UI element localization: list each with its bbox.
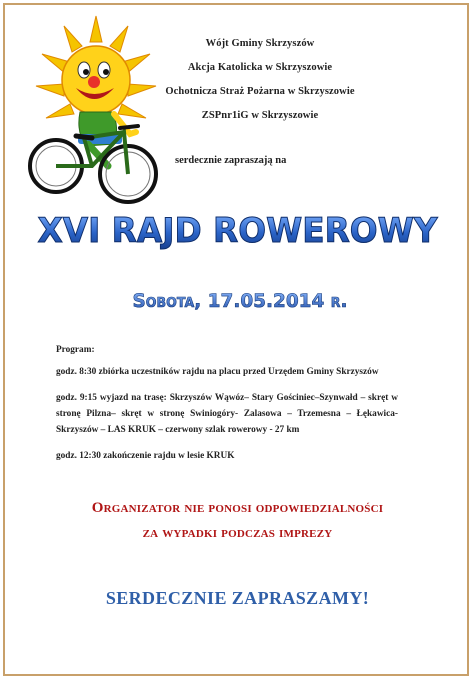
- disclaimer-line: Organizator nie ponosi odpowiedzialności: [91, 500, 384, 516]
- program-item: godz. 8:30 zbiórka uczestników rajdu na placu przed Urzędem Gminy Skrzyszów: [56, 367, 379, 377]
- disclaimer-line: za wypadki podczas imprezy: [142, 525, 333, 541]
- event-title-text: XVI RAJD ROWEROWY: [37, 211, 438, 251]
- event-date: [0, 284, 475, 316]
- program-item: godz. 12:30 zakończenie rajdu w lesie KRUK: [56, 451, 235, 461]
- program-heading: Program:: [56, 345, 95, 355]
- organizer-line: Akcja Katolicka w Skrzyszowie: [187, 62, 333, 73]
- organizer-line: ZSPnr1iG w Skrzyszowie: [201, 110, 319, 121]
- invitation-text: serdecznie zapraszają na: [175, 155, 287, 166]
- organizer-line: Wójt Gminy Skrzyszów: [205, 38, 315, 49]
- organizer-line: Ochotnicza Straż Pożarna w Skrzyszowie: [165, 86, 355, 97]
- sun-bicycle-illustration: [28, 14, 164, 214]
- event-title: [0, 205, 475, 255]
- program-item: godz. 9:15 wyjazd na trasę: Skrzyszów Wąwóz– Stary Gościniec–Szynwałd – skręt w stronę Pilzna– skręt w stronę Swiniogóry- Zalasowa – Trzemesna – Łękawica-Skrzyszów – LAS KRUK – czerwony szlak rowerowy - 27 km: [56, 393, 398, 435]
- sun-nose: [88, 76, 100, 88]
- event-date-text: Sobota, 17.05.2014 r.: [132, 290, 348, 312]
- closing-invitation: SERDECZNIE ZAPRASZAMY!: [105, 588, 370, 608]
